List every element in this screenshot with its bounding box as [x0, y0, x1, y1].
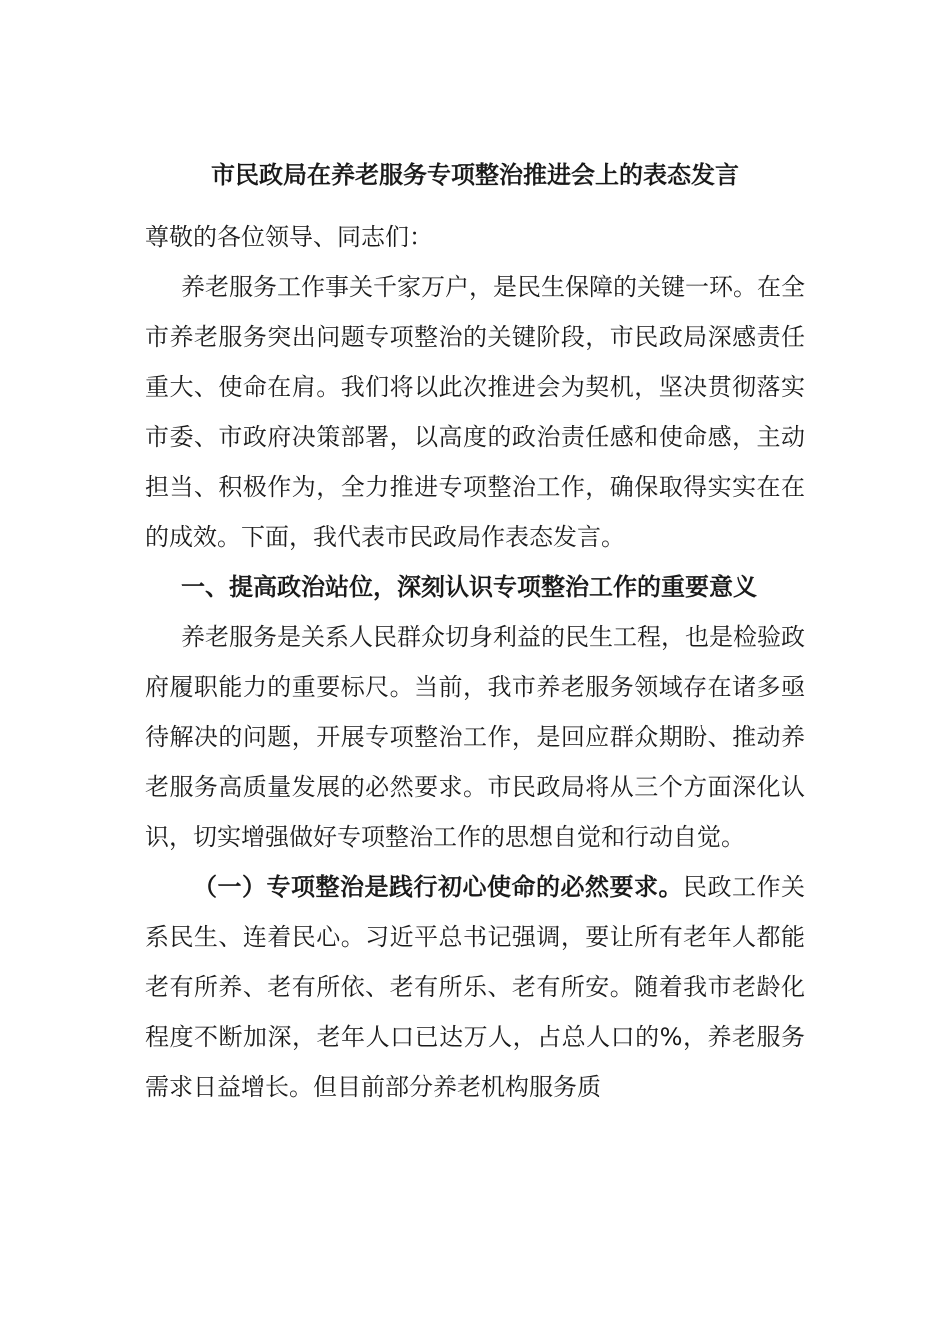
- salutation: 尊敬的各位领导、同志们：: [145, 223, 433, 251]
- paragraph-intro: 养老服务工作事关千家万户，是民生保障的关键一环。在全市养老服务突出问题专项整治的关键阶段，市民政局深感责任重大、使命在肩。我们将以此次推进会为契机，坚决贯彻落实市委、市政府决策部署，以高度的政治责任感和使命感，主动担当、积极作为，全力推进专项整治工作，确保取得实实在在的成效。下面，我代表市民政局作表态发言。: [145, 273, 805, 551]
- document-title: 市民政局在养老服务专项整治推进会上的表态发言: [211, 161, 739, 189]
- paragraph-section-1: 养老服务是关系人民群众切身利益的民生工程，也是检验政府履职能力的重要标尺。当前，我市养老服务领域存在诸多亟待解决的问题，开展专项整治工作，是回应群众期盼、推动养老服务高质量发展的必然要求。市民政局将从三个方面深化认识，切实增强做好专项整治工作的思想自觉和行动自觉。: [145, 623, 805, 851]
- paragraph-subsection-1: [145, 862, 805, 1112]
- document-body: [145, 212, 805, 1112]
- subsection-text-1: 民政工作关系民生、连着民心。习近平总书记强调，要让所有老年人都能老有所养、老有所依、老有所乐、老有所安。随着我市老龄化程度不断加深，老年人口已达万人，占总人口的%，养老服务需求日益增长。但目前部分养老机构服务质: [145, 873, 805, 1101]
- section-heading-1: 一、提高政治站位，深刻认识专项整治工作的重要意义: [181, 573, 757, 601]
- subsection-heading-1: （一）专项整治是践行初心使命的必然要求。: [193, 873, 683, 901]
